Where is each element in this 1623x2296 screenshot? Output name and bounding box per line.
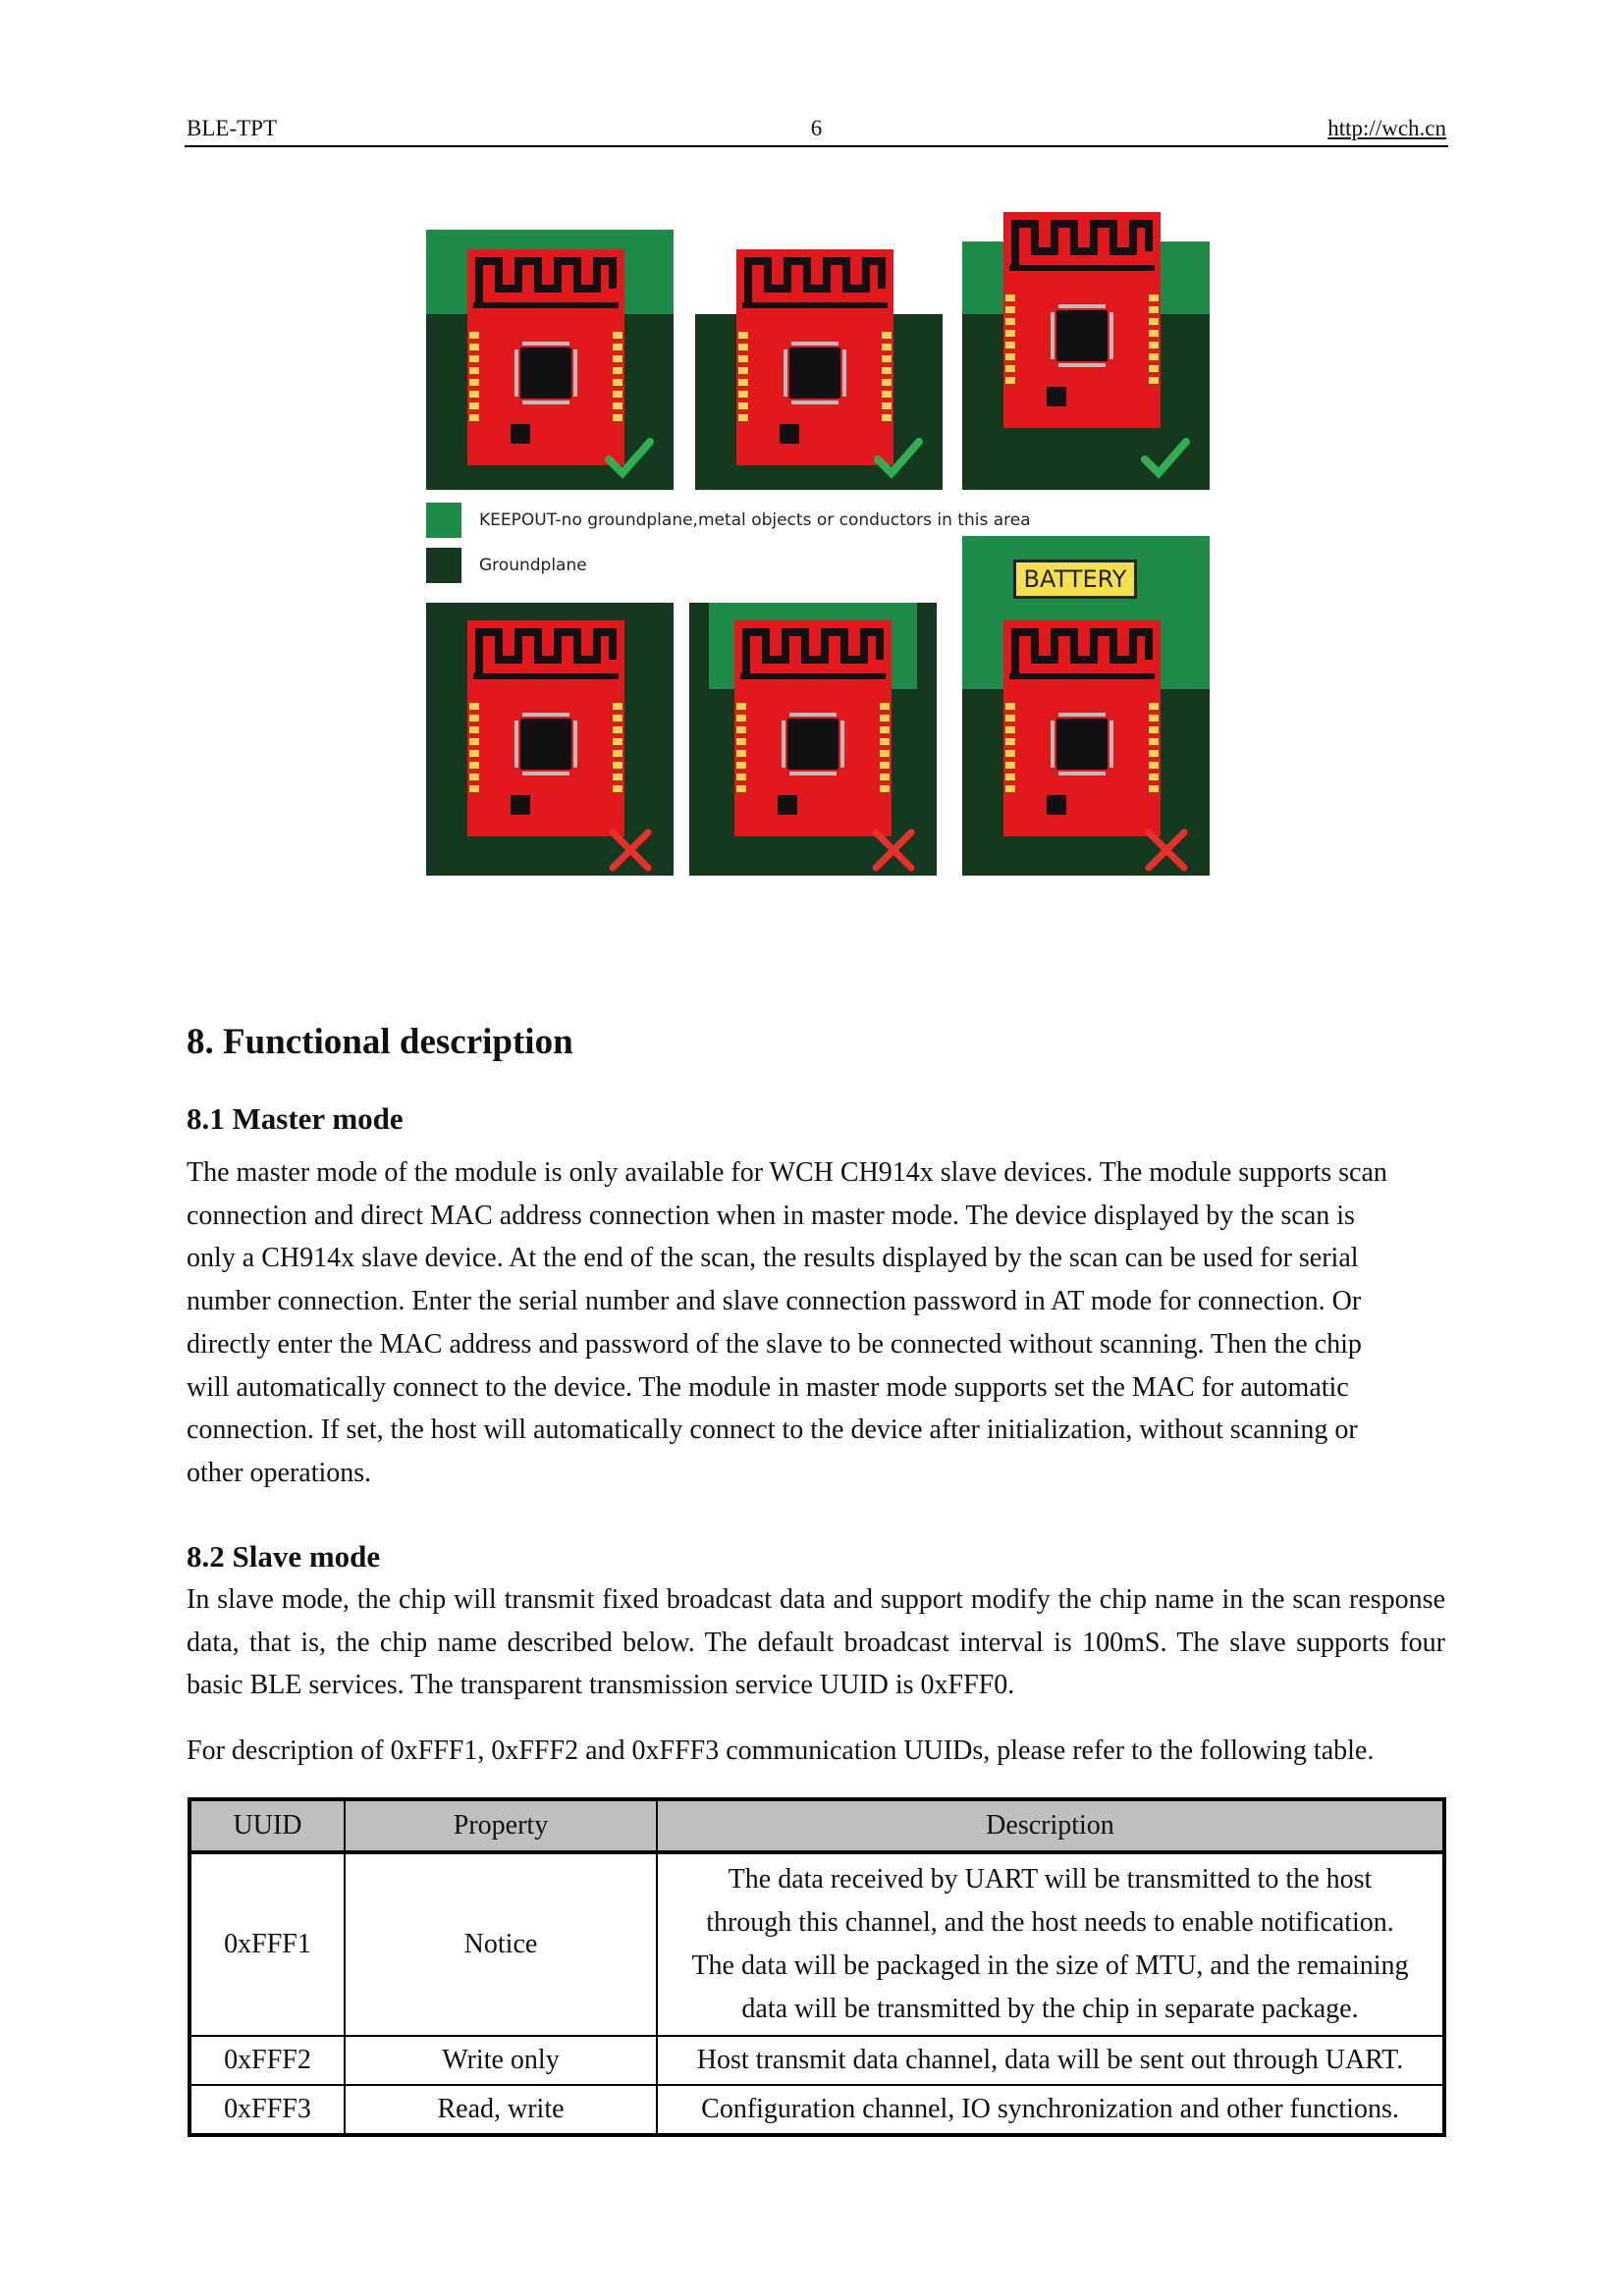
- section-title: 8. Functional description: [187, 1022, 573, 1062]
- table-row: [189, 2085, 1444, 2135]
- battery-label: BATTERY: [1013, 560, 1137, 599]
- module-diagram: [695, 230, 943, 490]
- description-cell: Host transmit data channel, data will be sent out through UART.: [657, 2036, 1444, 2085]
- doc-title: BLE-TPT: [187, 116, 277, 140]
- property-cell: Notice: [345, 1852, 657, 2036]
- master-mode-text: The master mode of the module is only available for WCH CH914x slave devices. The module supports scan connection and direct MAC address connection when in master mode. The device displayed by the scan is only a CH914x slave device. At the end of the scan, the results displayed by the scan can be used for serial number connection. Enter the serial number and slave connection password in AT mode for connection. Or directly enter the MAC address and password of the slave to be connected without scanning. Then the chip will automatically connect to the device. The module in master mode supports set the MAC for automatic connection. If set, the host will automatically connect to the device after initialization, without scanning or other operations.: [187, 1157, 1387, 1488]
- uuid-cell: 0xFFF3: [189, 2085, 345, 2135]
- property-cell: Write only: [345, 2036, 657, 2085]
- col-description: Description: [657, 1799, 1444, 1852]
- description-cell: Configuration channel, IO synchronization and other functions.: [657, 2085, 1444, 2135]
- slave-mode-text: In slave mode, the chip will transmit fixed broadcast data and support modify the chip name in the scan response data, that is, the chip name described below. The default broadcast interval is 100mS. The slave supports four basic BLE services. The transparent transmission service UUID is 0xFFF0.: [187, 1584, 1445, 1701]
- table-intro: For description of 0xFFF1, 0xFFF2 and 0xFFF3 communication UUIDs, please refer to the following table.: [187, 1735, 1375, 1766]
- ground-swatch: [426, 548, 461, 583]
- layout-correct-1: [426, 230, 674, 490]
- table-header-row: [189, 1799, 1444, 1852]
- page-header: [185, 116, 1448, 147]
- uuid-table: [188, 1797, 1446, 2137]
- layout-correct-3: [962, 212, 1210, 490]
- col-uuid: UUID: [189, 1799, 345, 1852]
- uuid-cell: 0xFFF1: [189, 1852, 345, 2036]
- slave-mode-title: 8.2 Slave mode: [187, 1539, 381, 1574]
- uuid-cell: 0xFFF2: [189, 2036, 345, 2085]
- module-diagram: [689, 603, 937, 876]
- page-number: 6: [810, 116, 823, 140]
- layout-correct-2: [695, 230, 943, 490]
- header-link[interactable]: http://wch.cn: [1327, 116, 1446, 140]
- module-diagram: [426, 603, 674, 876]
- keepout-swatch: [426, 503, 461, 538]
- col-property: Property: [345, 1799, 657, 1852]
- layout-wrong-2: [689, 603, 937, 863]
- layout-wrong-3: [962, 536, 1210, 876]
- description-cell: The data received by UART will be transmitted to the host through this channel, and the host needs to enable notification. The data will be packaged in the size of MTU, and the remaining data will be transmitted by the chip in separate package.: [657, 1852, 1444, 2036]
- module-diagram: [426, 230, 674, 490]
- layout-wrong-1: [426, 603, 674, 863]
- legend-ground: Groundplane: [426, 548, 587, 583]
- table-row: [189, 1852, 1444, 2036]
- property-cell: Read, write: [345, 2085, 657, 2135]
- module-diagram: [962, 212, 1210, 490]
- master-mode-title: 8.1 Master mode: [187, 1101, 404, 1136]
- table-row: [189, 2036, 1444, 2085]
- legend-keepout: KEEPOUT-no groundplane,metal objects or conductors in this area: [426, 503, 1031, 538]
